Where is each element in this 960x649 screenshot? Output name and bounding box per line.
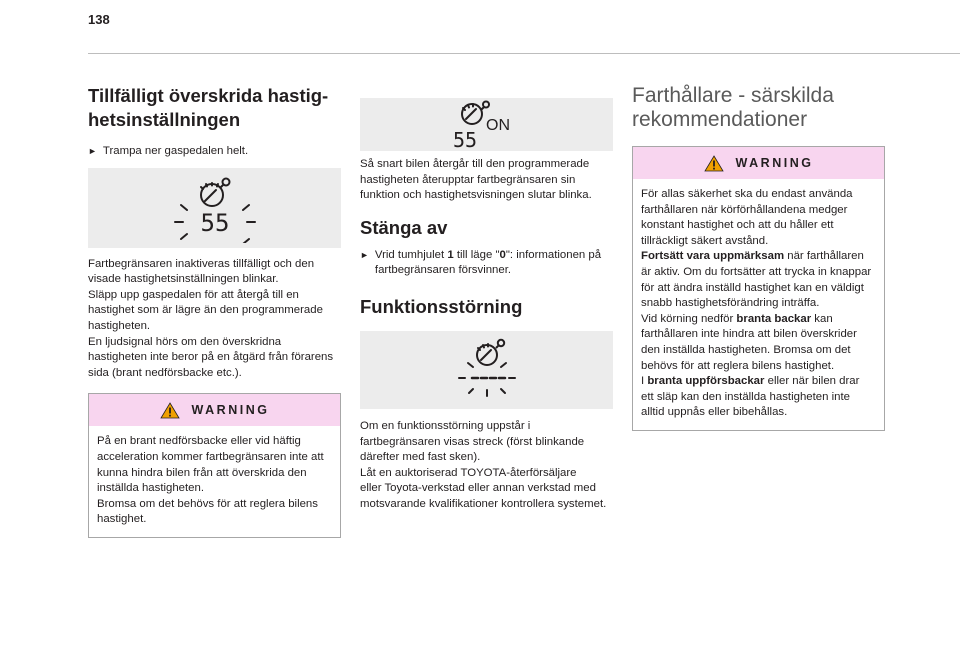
text-line: farthållaren när körförhållandena medger	[641, 203, 848, 216]
text-line: Låt en auktoriserad TOYOTA-återförsäljare	[360, 466, 577, 479]
text-line: den inställda hastigheten. Bromsa om det	[641, 343, 851, 356]
text-line: Bromsa om det behövs för att reglera bilens	[97, 497, 318, 510]
header-rule	[88, 53, 960, 54]
text-line: kunna hindra bilen från att överskrida den	[97, 466, 307, 479]
warning-box-left	[88, 393, 341, 538]
column-right	[632, 70, 885, 431]
text-line: är aktiv. Om du fortsätter att trycka in knappar	[641, 265, 872, 278]
text-line: funktion och hastighetsvisningen slutar blinka.	[360, 189, 592, 202]
thumbwheel-number: 1	[447, 248, 454, 261]
text-line: Om en funktionsstörning uppstår i	[360, 419, 531, 432]
warning-box-right	[632, 146, 885, 431]
text-line	[641, 312, 876, 328]
text-line: Så snart bilen återgår till den programmerade	[360, 158, 590, 170]
column-left	[88, 70, 341, 538]
text-line: För allas säkerhet ska du endast använda	[641, 188, 853, 200]
section-title-temp-exceed	[88, 84, 341, 132]
text-line: hastigheten återupptar fartbegränsaren sin	[360, 173, 576, 186]
text-run: eller när bilen drar	[764, 375, 860, 388]
text-run: Vid körning nedför	[641, 312, 737, 325]
text-run: kan	[811, 312, 833, 325]
text-line: acceleration kommer fartbegränsaren inte att	[97, 450, 324, 463]
blinking-speed-digits: 55	[200, 208, 229, 237]
section-title-turn-off: Stänga av	[360, 216, 448, 238]
title-line-2: hetsinställningen	[88, 109, 241, 130]
text-line: inställda hastigheten.	[97, 482, 205, 495]
text-line: farthållaren inte hindra att bilen överskrider	[641, 328, 857, 341]
speed-limiter-blinking-icon	[170, 173, 260, 243]
text-line: hastigheten inte beror på en åtgärd från förarens	[88, 351, 334, 364]
title-line-1: Farthållare - särskilda	[632, 84, 834, 107]
bold-run: branta backar	[736, 312, 812, 325]
speed-limiter-on-icon	[442, 100, 532, 150]
warning-body	[633, 179, 884, 430]
warning-title: WARNING	[191, 403, 270, 418]
turn-off-bullet	[360, 248, 613, 279]
warning-triangle-icon	[160, 402, 180, 419]
text-line: snabb hastighetsförändring inträffa.	[641, 297, 820, 310]
text-line	[641, 374, 876, 390]
bullet-arrow-icon: ►	[88, 146, 97, 156]
text-line: Fartbegränsaren inaktiveras tillfälligt och den	[88, 257, 315, 270]
warning-header	[89, 394, 340, 426]
speed-digits: 55	[452, 127, 477, 150]
text-run: när farthållaren	[784, 250, 864, 263]
title-line-2: rekommendationer	[632, 108, 808, 131]
paragraph-deactivation	[88, 257, 341, 382]
text-run: I	[641, 375, 648, 388]
text-line: behövs för att reglera bilens hastighet.	[641, 359, 835, 372]
text-line: för att ändra inställd hastighet kan en väldigt	[641, 281, 864, 294]
text-line: ett släp kan den inställda hastigheten inte	[641, 390, 850, 403]
bullet-arrow-icon: ►	[360, 249, 369, 260]
bold-run: Fortsätt vara uppmärksam	[641, 250, 785, 263]
warning-triangle-icon	[704, 155, 724, 172]
text-line: På en brant nedförsbacke eller vid häftig	[97, 435, 301, 448]
text-line: därefter med fast sken).	[360, 451, 481, 464]
text-line: sida (brant nedförsbacke etc.).	[88, 366, 242, 379]
text-line: alltid uppnås eller bibehållas.	[641, 406, 788, 419]
column-middle	[360, 70, 613, 513]
instruction-bullet	[88, 144, 341, 160]
text-line: Släpp upp gaspedalen för att återgå till en	[88, 288, 299, 301]
text-run: fartbegränsaren försvinner.	[374, 264, 512, 277]
text-line: fartbegränsaren visas streck (först blinkande	[360, 435, 585, 448]
warning-title: WARNING	[735, 156, 814, 170]
bullet-text: Trampa ner gaspedalen helt.	[102, 145, 249, 157]
warning-body	[89, 426, 340, 537]
text-line: hastighet som är lägre än den programmerade	[88, 304, 323, 317]
paragraph-resume	[360, 157, 613, 204]
illustration-malfunction	[360, 331, 613, 409]
title-line-1: Tillfälligt överskrida hastig-	[88, 85, 329, 106]
text-run: ": informationen på	[505, 248, 602, 261]
text-line: hastigheten.	[88, 319, 151, 332]
text-run: Vrid tumhjulet	[374, 248, 448, 261]
text-line	[641, 249, 876, 265]
section-title-cruise-control	[632, 84, 885, 132]
text-line: En ljudsignal hörs om den överskridna	[88, 335, 282, 348]
illustration-speed-on	[360, 98, 613, 151]
text-line: visade hastighetsinställningen blinkar.	[88, 273, 279, 286]
text-line: hastighet.	[97, 513, 147, 526]
text-line: eller Toyota-verkstad eller annan verkstad med	[360, 482, 596, 495]
text-line: konstant hastighet och att du håller ett	[641, 219, 834, 232]
text-line: tillräckligt säkert avstånd.	[641, 234, 769, 247]
warning-header	[633, 147, 884, 179]
turn-off-text	[375, 248, 601, 279]
position-zero: 0	[499, 248, 506, 261]
page-number: 138	[88, 12, 110, 27]
text-run: till läge "	[453, 248, 500, 261]
on-label: ON	[485, 116, 510, 134]
text-line: motsvarande kvalifikationer kontrollera systemet.	[360, 497, 607, 510]
bold-run: branta uppförsbackar	[647, 375, 765, 388]
paragraph-malfunction	[360, 419, 613, 513]
speed-limiter-dashes-icon	[442, 335, 532, 405]
illustration-blinking-speed	[88, 168, 341, 248]
section-title-malfunction: Funktionsstörning	[360, 295, 523, 317]
